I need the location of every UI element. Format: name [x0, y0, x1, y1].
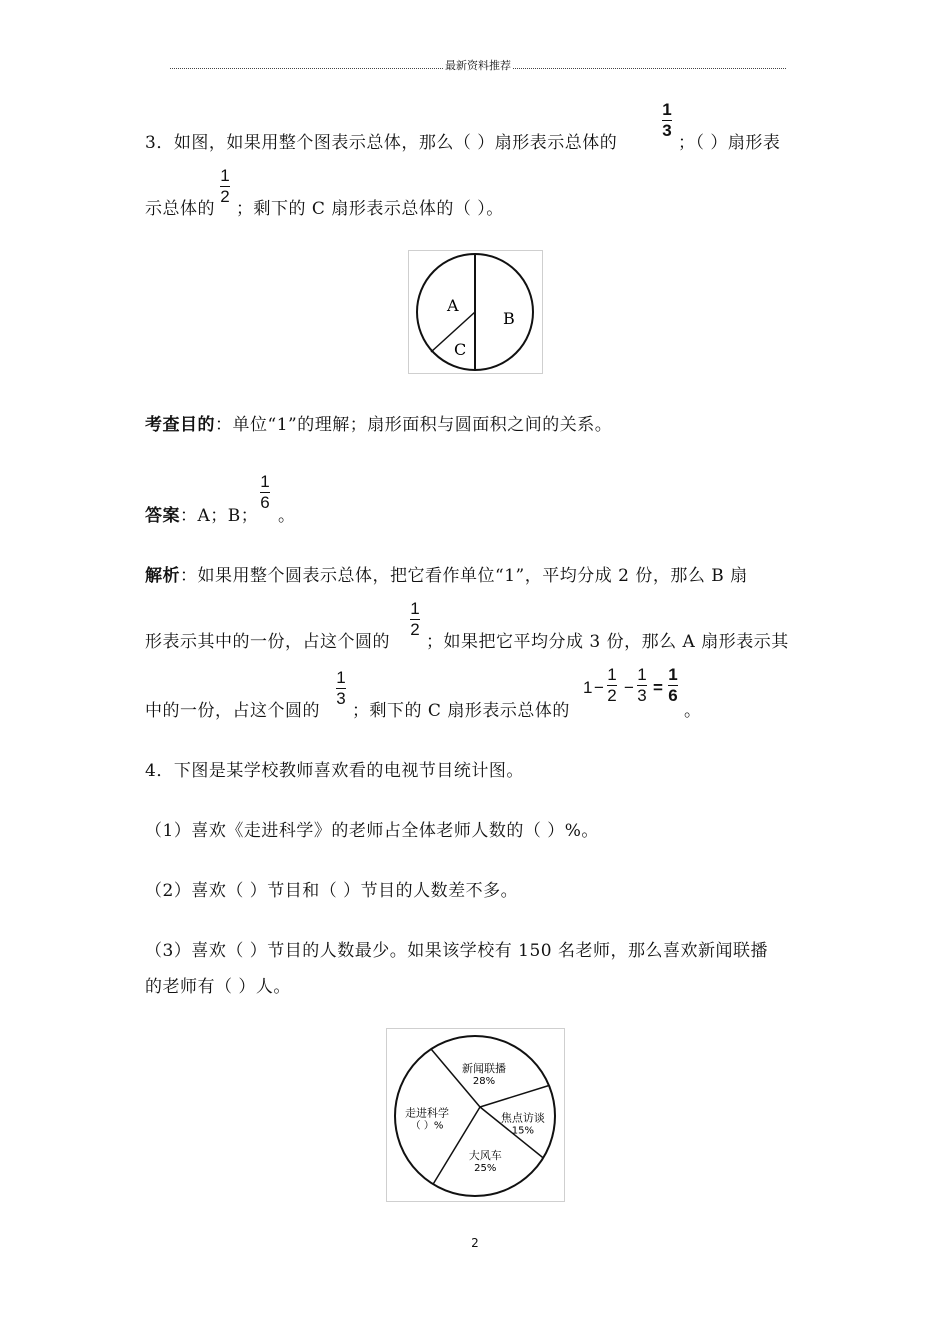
q3-line1-end-text: ；（ ）扇形表 [678, 133, 781, 153]
analysis-line2-end [426, 627, 789, 652]
purpose-line [145, 410, 612, 435]
purpose-text: ：单位“1”的理解；扇形面积与圆面积之间的关系。 [215, 415, 613, 435]
q3-divider-slant [431, 312, 475, 352]
eq-minus-2: − [624, 678, 634, 697]
frac-den: 2 [410, 620, 420, 639]
frac-den: 2 [607, 686, 617, 705]
eq-equals: = [653, 678, 663, 697]
pie-slice-percent: 25% [474, 1162, 497, 1174]
eq-one: 1 [583, 678, 593, 697]
q3-line2-start [145, 194, 215, 219]
frac-num: 1 [410, 599, 420, 618]
pie-slice-percent: （ ）% [410, 1120, 444, 1132]
page-number: 2 [471, 1236, 479, 1250]
analysis-line3-mid [352, 696, 570, 721]
q3-circle-svg [409, 251, 542, 373]
pie-slice-name: 大风车 [468, 1148, 502, 1162]
header-dots-right [513, 68, 786, 69]
eq-frac-sixth [668, 665, 678, 706]
q4-part2-text: （2）喜欢（ ）节目和（ ）节目的人数差不多。 [145, 881, 519, 901]
q3-frac-third [662, 100, 672, 141]
frac-num: 1 [637, 665, 647, 684]
pie-slice-percent: 15% [511, 1125, 534, 1137]
frac-num: 1 [607, 665, 617, 684]
pie-slice-name: 走进科学 [405, 1106, 450, 1120]
pie-slice-percent: 28% [472, 1075, 496, 1087]
frac-den: 3 [662, 121, 672, 140]
analysis-line1-text: ：如果用整个圆表示总体，把它看作单位“1”，平均分成 2 份，那么 B 扇 [180, 566, 748, 586]
analysis-label: 解析 [145, 566, 180, 586]
frac-num: 1 [668, 665, 678, 684]
analysis-frac-half [410, 599, 420, 640]
answer-frac [260, 472, 270, 513]
analysis-line2-end-text: ；如果把它平均分成 3 份，那么 A 扇形表示其 [426, 632, 789, 652]
purpose-label: 考查目的 [145, 415, 215, 435]
answer-label: 答案 [145, 506, 180, 526]
q4-part1-text: （1）喜欢《走进科学》的老师占全体老师人数的（ ）%。 [145, 821, 599, 841]
analysis-line2-start-text: 形表示其中的一份，占这个圆的 [145, 632, 390, 652]
q3-line2-end [236, 194, 504, 219]
analysis-line3-end-text: 。 [684, 701, 702, 721]
header-dots-left [170, 68, 443, 69]
answer-line [145, 501, 258, 526]
frac-num: 1 [336, 668, 346, 687]
q4-part3b-text: 的老师有（ ）人。 [145, 977, 291, 997]
q4-title-text: 4．下图是某学校教师喜欢看的电视节目统计图。 [145, 761, 524, 781]
q4-part2 [145, 876, 518, 901]
q4-pie-svg [387, 1029, 564, 1201]
header-text: 最新资料推荐 [445, 59, 511, 72]
q4-title [145, 756, 524, 781]
analysis-line3-start-text: 中的一份，占这个圆的 [145, 701, 320, 721]
q3-line1 [145, 128, 617, 153]
q3-line2-start-text: 示总体的 [145, 199, 215, 219]
q4-part1 [145, 816, 599, 841]
frac-den: 3 [336, 689, 346, 708]
q4-part3a [145, 936, 768, 961]
frac-num: 1 [220, 166, 230, 185]
sector-label-a: A [447, 296, 459, 315]
analysis-line3-start [145, 696, 320, 721]
frac-den: 2 [220, 187, 230, 206]
frac-num: 1 [260, 472, 270, 491]
q4-part3b [145, 972, 291, 997]
pie-slice-name: 新闻联播 [461, 1061, 506, 1075]
pie-slice-name: 焦点访谈 [500, 1111, 545, 1125]
analysis-line1 [145, 561, 748, 586]
sector-label-c: C [454, 340, 467, 359]
analysis-frac-third [336, 668, 346, 709]
eq-frac-third [637, 665, 647, 706]
q4-pie-chart [386, 1028, 565, 1202]
frac-den: 3 [637, 686, 647, 705]
frac-den: 6 [260, 493, 270, 512]
analysis-line3-mid-text: ；剩下的 C 扇形表示总体的 [352, 701, 570, 721]
q3-frac-half [220, 166, 230, 207]
q3-line2-end-text: ；剩下的 C 扇形表示总体的（ ）。 [236, 199, 504, 219]
frac-num: 1 [662, 100, 672, 119]
frac-den: 6 [668, 686, 678, 705]
q3-line1-text: 3．如图，如果用整个图表示总体，那么（ ）扇形表示总体的 [145, 133, 618, 153]
analysis-line3-end [684, 696, 702, 721]
eq-frac-half [607, 665, 617, 706]
sector-label-b: B [503, 309, 515, 328]
eq-minus-1: − [594, 678, 604, 697]
answer-text: ：A；B； [180, 506, 259, 526]
analysis-line2-start [145, 627, 390, 652]
answer-end-text: 。 [278, 506, 296, 526]
q3-circle-figure [408, 250, 543, 374]
q3-line1-end [678, 128, 780, 153]
answer-end [278, 501, 296, 526]
page-header [170, 58, 786, 72]
q4-part3a-text: （3）喜欢（ ）节目的人数最少。如果该学校有 150 名老师，那么喜欢新闻联播 [145, 941, 768, 961]
